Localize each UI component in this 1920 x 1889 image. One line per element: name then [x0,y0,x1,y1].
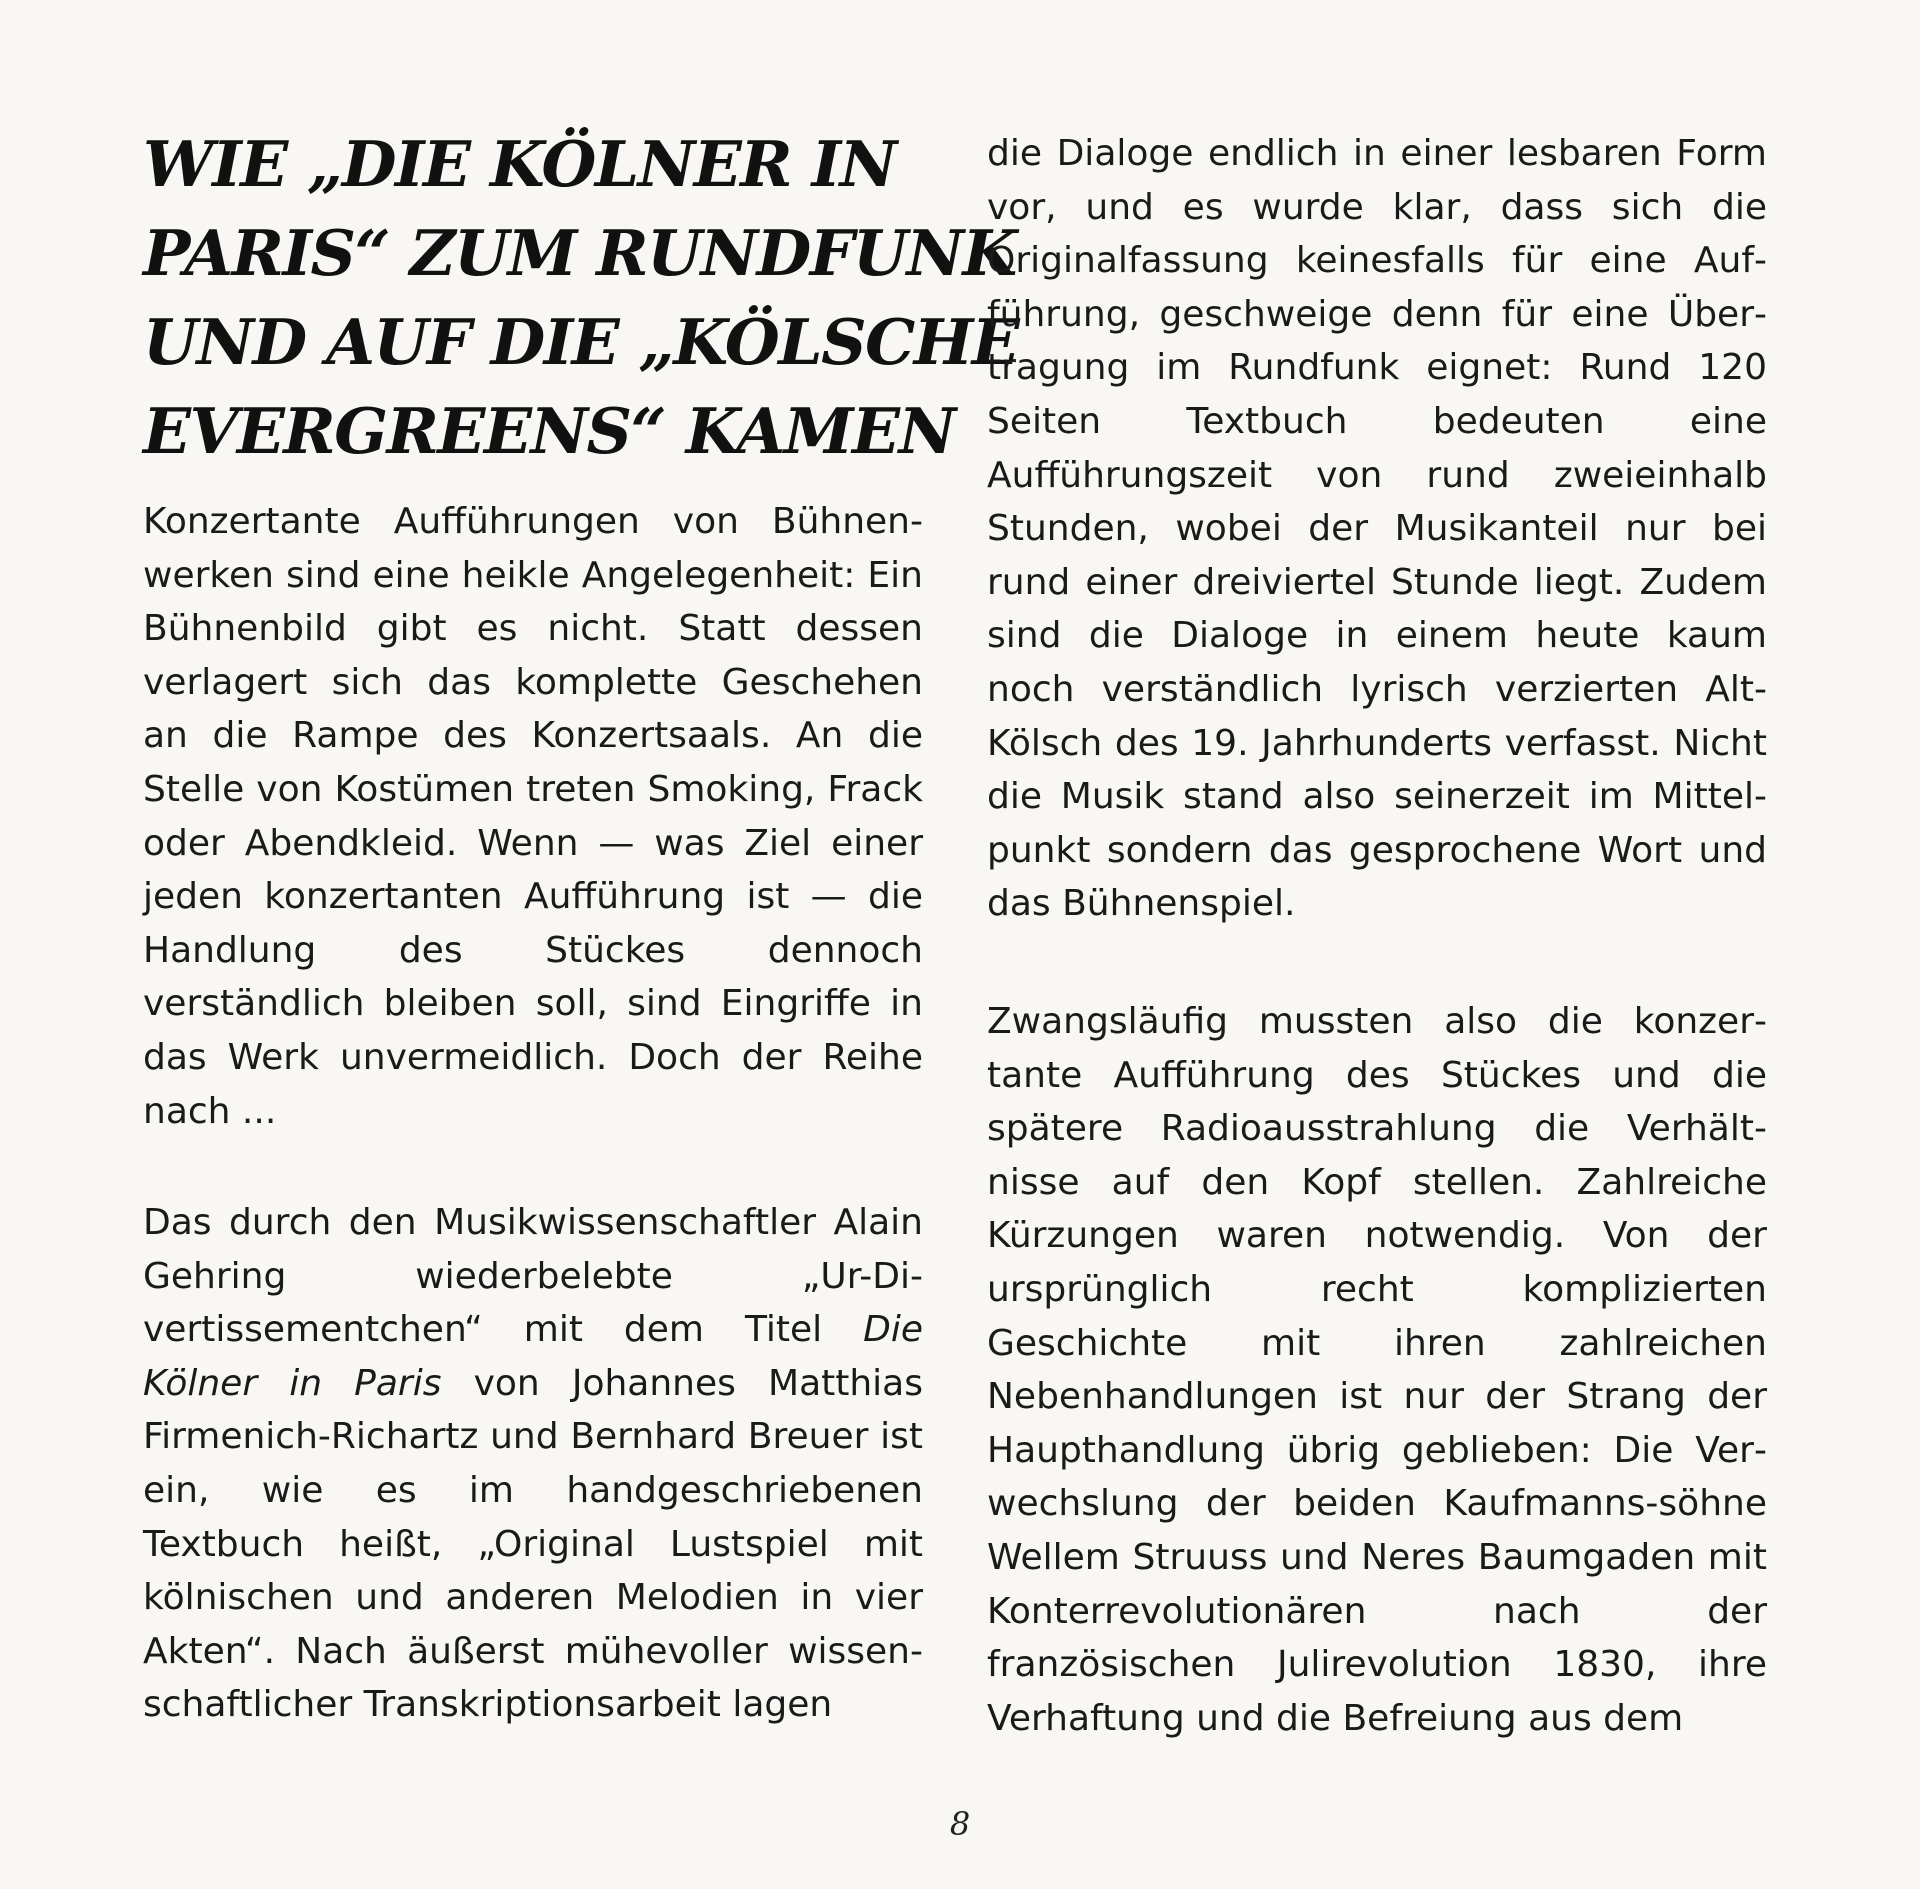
paragraph-history [143,1196,923,1732]
heading-line: EVERGREENS“ KAMEN [143,394,955,468]
work-title: Die Kölner in Paris [143,1309,923,1404]
paragraph-text: von Johannes Matthias Firmenich-Richartz und Bernhard Breuer ist ein, wie es im handgeschriebenen Textbuch heißt, „Original Lustspiel mit kölnischen und anderen Melodien in vier Akten“. Nach äußerst mühevoller wissenschaftlicher Transkriptionsarbeit lagen [143,1362,923,1726]
heading-line: WIE „DIE KÖLNER IN [143,127,896,201]
paragraph-adaptation: Zwangsläufig mussten also die konzertante Aufführung des Stückes und die spätere Radioausstrahlung die Verhältnisse auf den Kopf stellen. Zahlreiche Kürzungen waren notwendig. Von der ursprünglich recht komplizierten Geschichte mit ihren zahlreichen Nebenhandlungen ist nur der Strang der Haupthandlung übrig geblieben: Die Verwechslung der beiden Kaufmanns-söhne Wellem Struuss und Neres Baumgaden mit Konterrevolutionären nach der französischen Julirevolution 1830, ihre Verhaftung und die Befreiung aus dem [987,1001,1767,1739]
paragraph-intro: Konzertante Aufführungen von Bühnenwerken sind eine heikle Angelegenheit: Ein Bühnenbild gibt es nicht. Statt dessen verlagert sich das komplette Geschehen an die Rampe des Konzertsaals. An die Stelle von Kostümen treten Smoking, Frack oder Abendkleid. Wenn — was Ziel einer jeden konzertanten Aufführung ist — die Handlung des Stückes dennoch verständlich bleiben soll, sind Eingriffe in das Werk unvermeidlich. Doch der Reihe nach ... [143,501,923,1132]
article-heading [143,120,1019,476]
page-number: 8 [949,1805,971,1843]
heading-line: UND AUF DIE „KÖLSCHE [143,305,1019,379]
paragraph-dialogues: die Dialoge endlich in einer lesbaren Form vor, und es wurde klar, dass sich die Originalfassung keinesfalls für eine Aufführung, geschweige denn für eine Übertragung im Rundfunk eignet: Rund 120 Seiten Textbuch bedeuten eine Aufführungszeit von rund zweieinhalb Stunden, wobei der Musikanteil nur bei rund einer dreiviertel Stunde liegt. Zudem sind die Dialoge in einem heute kaum noch verständlich lyrisch verzierten Alt-Kölsch des 19. Jahrhunderts verfasst. Nicht die Musik stand also seinerzeit im Mittelpunkt sondern das gesprochene Wort und das Bühnenspiel. [987,133,1767,925]
paragraph-text: Das durch den Musikwissenschaftler Alain Gehring wiederbelebte „Ur-Divertissementchen“ mit dem Titel [143,1202,923,1351]
heading-line: PARIS“ ZUM RUNDFUNK [143,216,1016,290]
